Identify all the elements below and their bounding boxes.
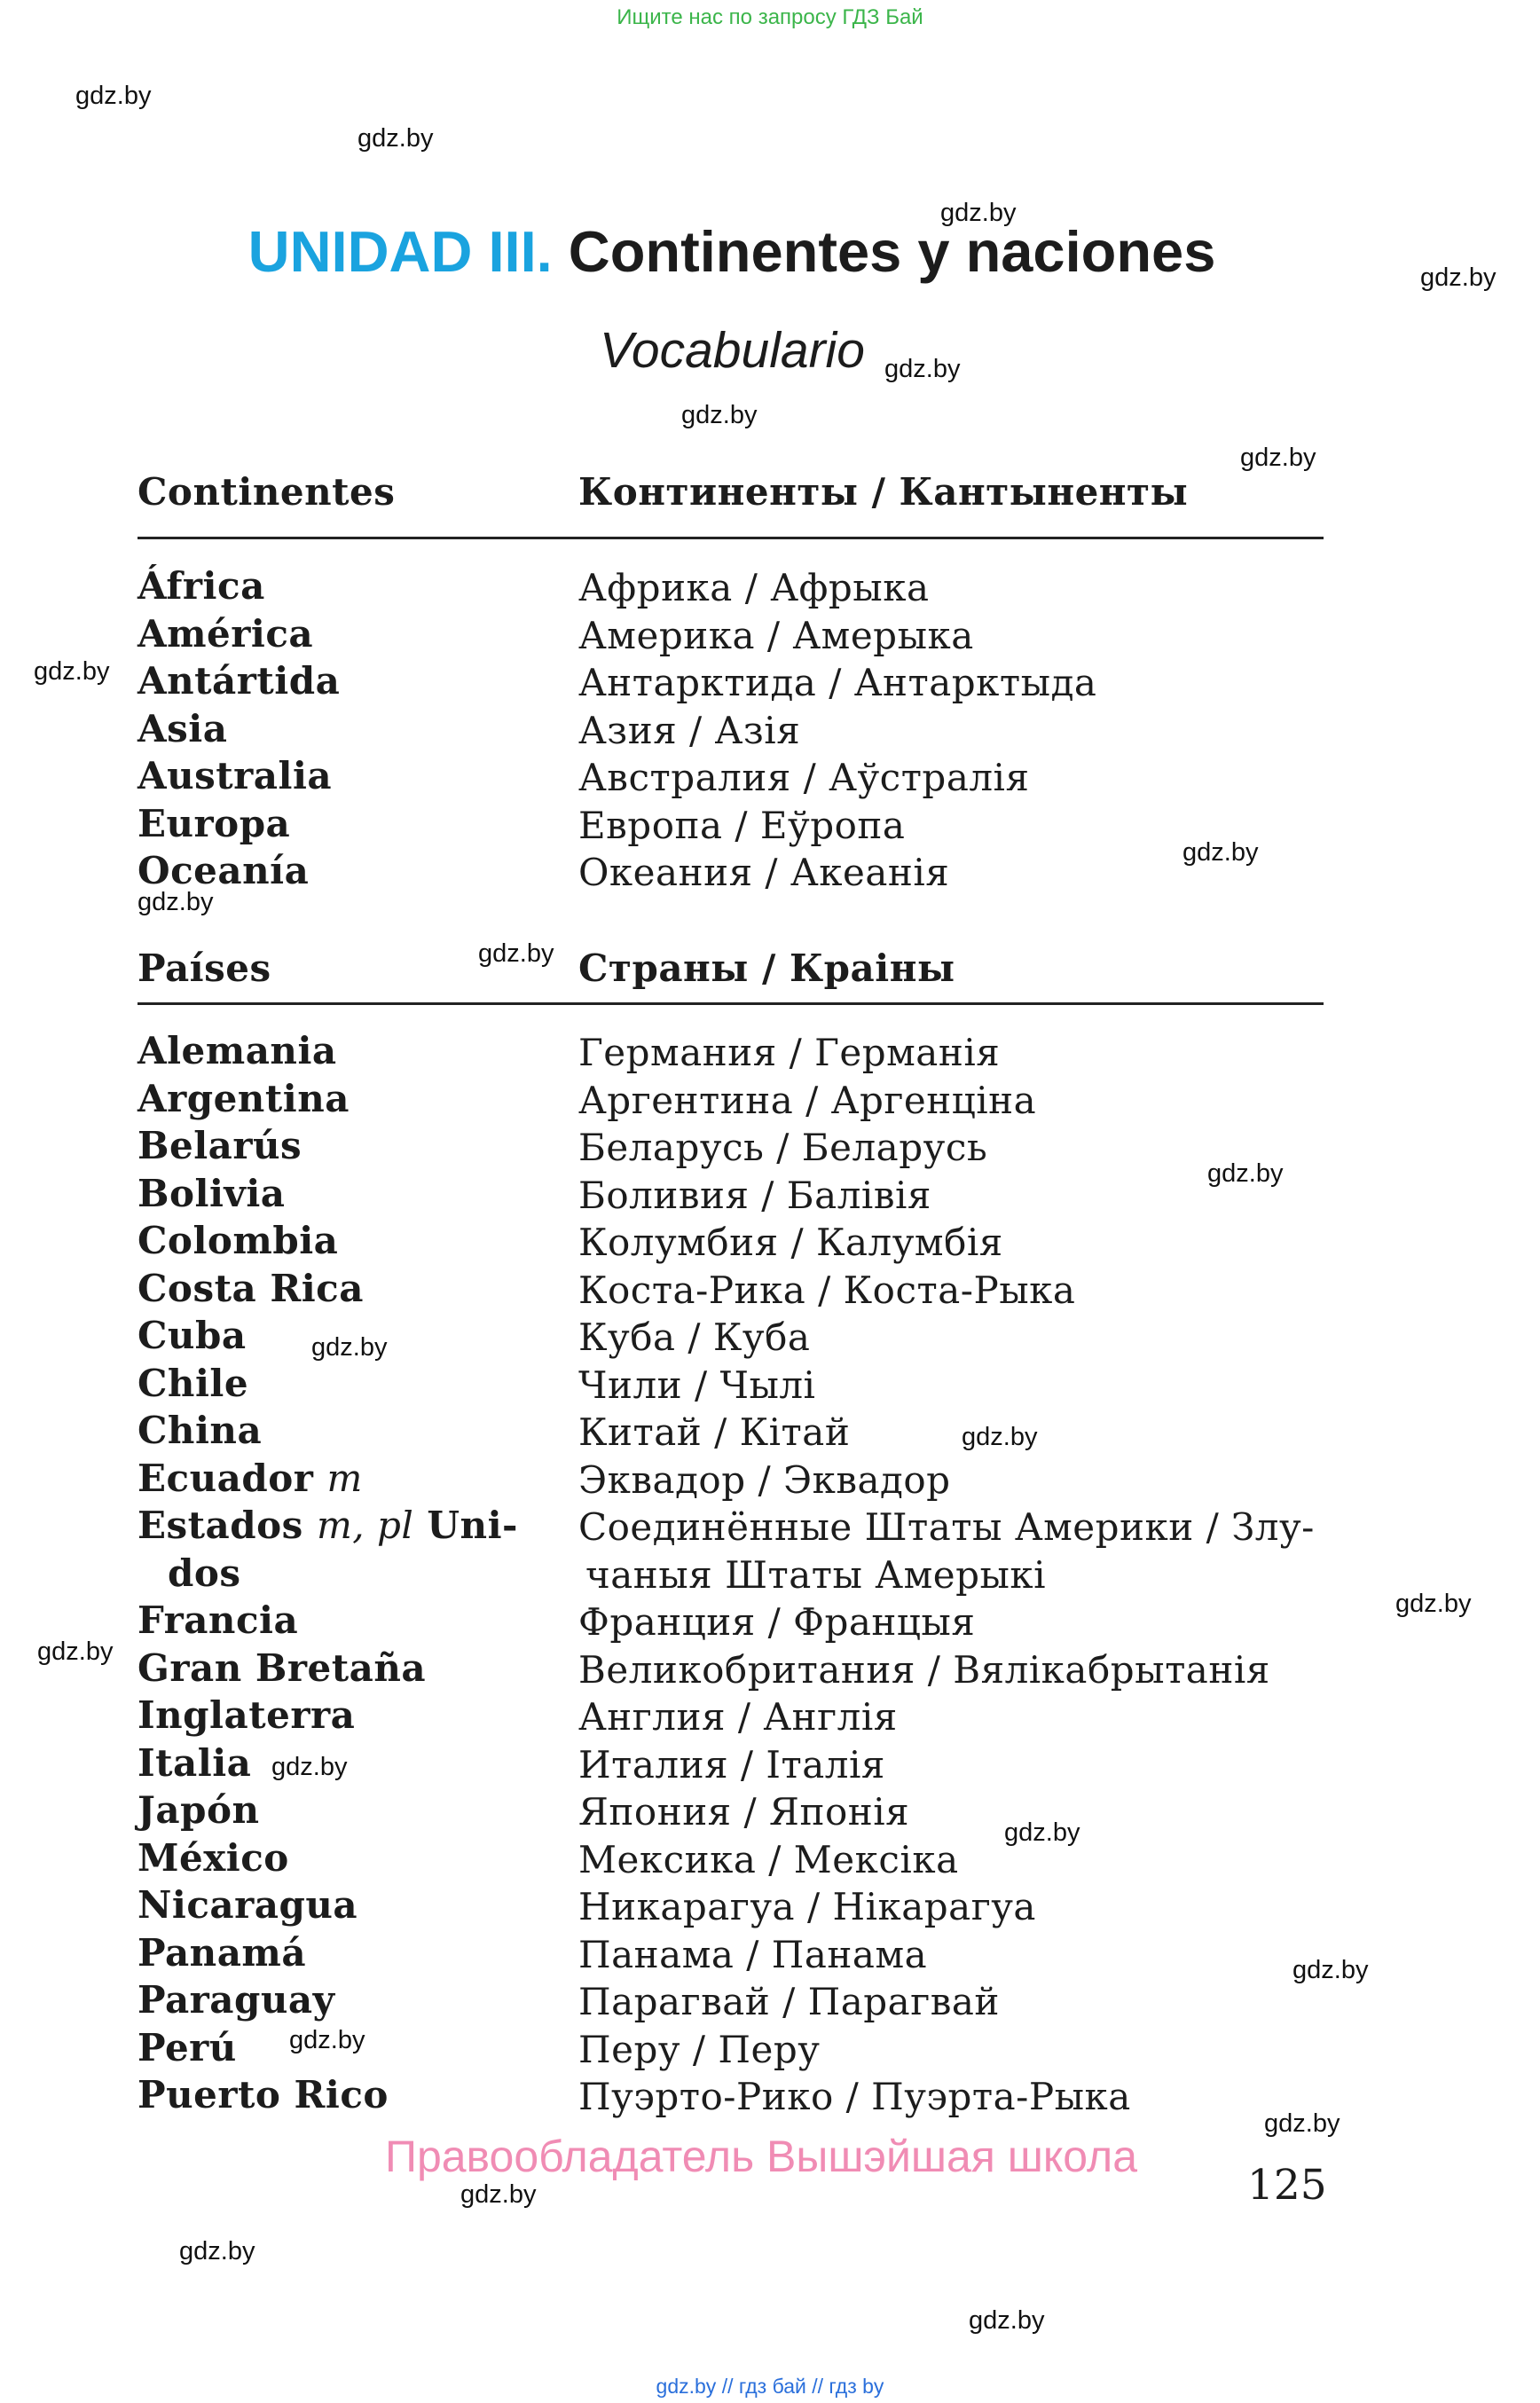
- watermark: gdz.by: [1240, 444, 1316, 472]
- watermark: gdz.by: [884, 355, 961, 383]
- list-item: Африка / Афрыка: [578, 566, 930, 609]
- list-item: Bolivia: [138, 1171, 286, 1215]
- list-item: África: [138, 564, 265, 608]
- continents-divider: [138, 537, 1324, 539]
- list-item: Paraguay: [138, 1978, 335, 2022]
- unit-title: [0, 218, 1464, 285]
- list-item: Англия / Англія: [578, 1695, 898, 1739]
- watermark: gdz.by: [138, 888, 214, 916]
- list-item: Франция / Францыя: [578, 1600, 976, 1644]
- list-item: Антарктида / Антарктыда: [578, 661, 1097, 704]
- list-item: Мексика / Мексіка: [578, 1837, 959, 1881]
- watermark: gdz.by: [1292, 1956, 1369, 1984]
- countries-translation-column: [578, 1029, 1315, 2121]
- list-item: Asia: [138, 706, 228, 750]
- list-item: Колумбия / Калумбія: [578, 1221, 1003, 1264]
- countries-header-ru: Страны / Краіны: [578, 946, 955, 990]
- list-item: Puerto Rico: [138, 2073, 389, 2116]
- section-subtitle: Vocabulario: [600, 322, 865, 379]
- list-item-continuation: dos: [168, 1551, 241, 1595]
- list-item: México: [138, 1835, 289, 1880]
- grammar-note: m: [326, 1456, 363, 1500]
- watermark: gdz.by: [969, 2306, 1045, 2335]
- countries-spanish-column: [138, 1027, 518, 2119]
- countries-divider: [138, 1002, 1324, 1005]
- watermark: gdz.by: [289, 2026, 365, 2054]
- list-item: Japón: [138, 1788, 260, 1832]
- continents-header-es: Continentes: [138, 470, 396, 514]
- list-item: Пуэрто-Рико / Пуэрта-Рыка: [578, 2075, 1131, 2118]
- list-item: Perú: [138, 2025, 237, 2069]
- page-number: 125: [1247, 2161, 1327, 2210]
- list-item: Великобритания / Вялікабрытанія: [578, 1647, 1270, 1692]
- countries-header-es: Países: [138, 946, 271, 990]
- list-item: Costa Rica: [138, 1266, 364, 1310]
- watermark: gdz.by: [1264, 2109, 1340, 2138]
- watermark: gdz.by: [358, 124, 434, 153]
- list-item: América: [138, 611, 314, 656]
- list-item: Панама / Панама: [578, 1932, 928, 1976]
- watermark: gdz.by: [1207, 1159, 1284, 1188]
- watermark: gdz.by: [460, 2180, 537, 2209]
- watermark: gdz.by: [271, 1753, 348, 1781]
- watermark: gdz.by: [940, 199, 1017, 227]
- watermark: gdz.by: [1420, 263, 1497, 292]
- list-item: Colombia: [138, 1219, 339, 1262]
- list-item: Азия / Азія: [578, 708, 801, 752]
- list-item: China: [138, 1409, 263, 1452]
- unit-number: UNIDAD III.: [248, 219, 553, 284]
- list-item: Боливия / Балівія: [578, 1173, 931, 1217]
- watermark: gdz.by: [179, 2237, 255, 2266]
- list-item: Francia: [138, 1598, 299, 1642]
- list-item: Belarús: [138, 1124, 302, 1167]
- continents-translation-column: [578, 564, 1096, 897]
- list-item: Аргентина / Аргенціна: [578, 1078, 1037, 1122]
- list-item: Chile: [138, 1361, 249, 1405]
- watermark: gdz.by: [311, 1333, 388, 1362]
- list-item: Беларусь / Беларусь: [578, 1126, 988, 1169]
- list-item: Antártida: [138, 659, 341, 703]
- list-item: Куба / Куба: [578, 1315, 811, 1359]
- watermark: gdz.by: [75, 82, 152, 110]
- list-item: Эквадор / Эквадор: [578, 1457, 951, 1502]
- list-item: Alemania: [138, 1029, 337, 1072]
- watermark: gdz.by: [681, 401, 758, 429]
- unit-name: Continentes y naciones: [568, 219, 1216, 284]
- list-item: Argentina: [138, 1076, 350, 1120]
- continents-spanish-column: [138, 562, 340, 895]
- watermark: gdz.by: [37, 1637, 114, 1666]
- list-item: Никарагуа / Нікарагуа: [578, 1885, 1036, 1928]
- list-item: Япония / Японія: [578, 1790, 910, 1834]
- list-item: Inglaterra: [138, 1693, 356, 1737]
- top-banner-note: Ищите нас по запросу ГДЗ Бай: [617, 5, 923, 29]
- list-item: Panamá: [138, 1930, 307, 1975]
- list-item: [138, 1502, 518, 1550]
- grammar-note: m, pl: [316, 1504, 414, 1547]
- list-item: Europa: [138, 801, 291, 845]
- list-item-word: Ecuador: [138, 1456, 314, 1500]
- footer-links: gdz.by // гдз бай // гдз by: [656, 2375, 884, 2398]
- list-item: Italia: [138, 1740, 252, 1785]
- list-item-word-tail: Uni-: [427, 1504, 518, 1547]
- list-item-word: Estados: [138, 1504, 303, 1547]
- list-item: Европа / Еўропа: [578, 803, 906, 847]
- list-item: Парагвай / Парагвай: [578, 1980, 1000, 2023]
- list-item: Australia: [138, 754, 333, 797]
- list-item: Перу / Перу: [578, 2027, 821, 2071]
- watermark: gdz.by: [1395, 1590, 1472, 1618]
- watermark: gdz.by: [1004, 1818, 1080, 1847]
- list-item: Германия / Германія: [578, 1031, 1001, 1074]
- list-item: Oceanía: [138, 849, 310, 892]
- watermark: gdz.by: [478, 939, 554, 968]
- list-item: Cuba: [138, 1314, 247, 1357]
- list-item: Австралия / Аўстралія: [578, 756, 1030, 799]
- list-item: Китай / Кітай: [578, 1410, 851, 1454]
- list-item: [138, 1455, 518, 1503]
- list-item: Америка / Амерыка: [578, 613, 974, 657]
- list-item: Италия / Італія: [578, 1742, 885, 1787]
- continents-header-ru: Континенты / Кантыненты: [578, 470, 1189, 514]
- watermark: gdz.by: [1182, 838, 1259, 867]
- list-item: Nicaragua: [138, 1883, 358, 1927]
- copyright-holder-stamp: Правообладатель Вышэйшая школа: [385, 2132, 1137, 2181]
- list-item-continuation: чаныя Штаты Амерыкі: [585, 1552, 1047, 1597]
- list-item: Океания / Акеанія: [578, 851, 950, 894]
- list-item: Gran Bretaña: [138, 1645, 427, 1690]
- watermark: gdz.by: [962, 1423, 1038, 1451]
- list-item: Соединённые Штаты Америки / Злу-: [578, 1505, 1315, 1549]
- list-item: Чили / Чылі: [578, 1362, 816, 1407]
- watermark: gdz.by: [34, 657, 110, 686]
- list-item: Коста-Рика / Коста-Рыка: [578, 1268, 1076, 1312]
